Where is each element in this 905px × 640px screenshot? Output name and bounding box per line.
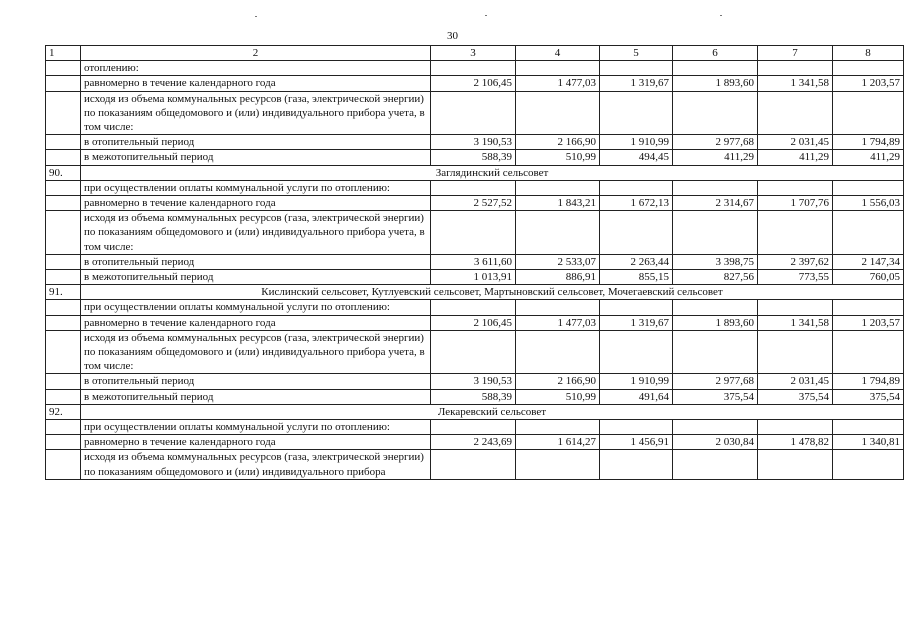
description-cell: при осуществлении оплаты коммунальной услуги по отоплению: (81, 300, 431, 315)
table-row (46, 150, 904, 165)
value-cell: 588,39 (431, 389, 516, 404)
value-cell (516, 211, 600, 255)
table-row (46, 330, 904, 374)
value-cell: 760,05 (833, 270, 904, 285)
table-row (46, 389, 904, 404)
value-cell: 1 477,03 (516, 76, 600, 91)
value-cell: 375,54 (673, 389, 758, 404)
description-cell: в отопительный период (81, 374, 431, 389)
value-cell (600, 450, 673, 479)
value-cell (600, 61, 673, 76)
scan-speck (485, 15, 487, 16)
section-title: Лекаревский сельсовет (81, 404, 904, 419)
value-cell (758, 180, 833, 195)
value-cell: 1 893,60 (673, 315, 758, 330)
section-header-row (46, 404, 904, 419)
header-cell: 6 (673, 46, 758, 61)
value-cell: 588,39 (431, 150, 516, 165)
value-cell: 855,15 (600, 270, 673, 285)
value-cell: 1 556,03 (833, 196, 904, 211)
value-cell: 1 478,82 (758, 435, 833, 450)
value-cell: 827,56 (673, 270, 758, 285)
value-cell: 2 243,69 (431, 435, 516, 450)
value-cell: 2 166,90 (516, 135, 600, 150)
header-cell: 2 (81, 46, 431, 61)
value-cell: 1 203,57 (833, 76, 904, 91)
index-cell (46, 300, 81, 315)
value-cell: 886,91 (516, 270, 600, 285)
value-cell (600, 180, 673, 195)
value-cell: 2 527,52 (431, 196, 516, 211)
description-cell: отоплению: (81, 61, 431, 76)
table-row (46, 254, 904, 269)
header-cell: 4 (516, 46, 600, 61)
table-row (46, 374, 904, 389)
value-cell: 491,64 (600, 389, 673, 404)
value-cell: 3 611,60 (431, 254, 516, 269)
value-cell (600, 420, 673, 435)
description-cell: в отопительный период (81, 254, 431, 269)
value-cell (758, 330, 833, 374)
value-cell (516, 450, 600, 479)
value-cell: 3 190,53 (431, 374, 516, 389)
table-row (46, 135, 904, 150)
value-cell: 411,29 (673, 150, 758, 165)
value-cell (516, 180, 600, 195)
value-cell (600, 211, 673, 255)
value-cell (431, 61, 516, 76)
index-cell (46, 61, 81, 76)
value-cell (758, 450, 833, 479)
index-cell (46, 196, 81, 211)
description-cell: исходя из объема коммунальных ресурсов (газа, электрической энергии) по показаниям общедомового и (или) индивидуального прибора учета, в том числе: (81, 91, 431, 135)
value-cell: 1 340,81 (833, 435, 904, 450)
value-cell: 1 013,91 (431, 270, 516, 285)
value-cell: 510,99 (516, 150, 600, 165)
value-cell: 1 319,67 (600, 76, 673, 91)
description-cell: равномерно в течение календарного года (81, 435, 431, 450)
value-cell (600, 91, 673, 135)
value-cell (673, 180, 758, 195)
page-number: 30 (447, 30, 458, 42)
value-cell (758, 91, 833, 135)
section-index: 92. (46, 404, 81, 419)
section-title: Заглядинский сельсовет (81, 165, 904, 180)
value-cell (758, 211, 833, 255)
value-cell (833, 91, 904, 135)
index-cell (46, 150, 81, 165)
value-cell (431, 180, 516, 195)
section-index: 91. (46, 285, 81, 300)
description-cell: исходя из объема коммунальных ресурсов (газа, электрической энергии) по показаниям общедомового и (или) индивидуального прибора учета, в том числе: (81, 211, 431, 255)
value-cell: 2 106,45 (431, 315, 516, 330)
value-cell: 3 398,75 (673, 254, 758, 269)
description-cell: в межотопительный период (81, 270, 431, 285)
header-cell: 8 (833, 46, 904, 61)
header-cell: 5 (600, 46, 673, 61)
value-cell: 2 030,84 (673, 435, 758, 450)
value-cell (516, 300, 600, 315)
table-row (46, 315, 904, 330)
table-row (46, 435, 904, 450)
value-cell (516, 330, 600, 374)
value-cell: 411,29 (833, 150, 904, 165)
index-cell (46, 270, 81, 285)
value-cell (516, 61, 600, 76)
value-cell (431, 91, 516, 135)
index-cell (46, 211, 81, 255)
value-cell (758, 300, 833, 315)
tariff-table (45, 45, 904, 480)
value-cell: 2 533,07 (516, 254, 600, 269)
description-cell: исходя из объема коммунальных ресурсов (газа, электрической энергии) по показаниям общедомового и (или) индивидуального прибора учета, в том числе: (81, 330, 431, 374)
value-cell (833, 61, 904, 76)
section-header-row (46, 285, 904, 300)
index-cell (46, 450, 81, 479)
index-cell (46, 254, 81, 269)
value-cell (833, 330, 904, 374)
value-cell: 1 477,03 (516, 315, 600, 330)
value-cell: 1 341,58 (758, 315, 833, 330)
value-cell: 2 977,68 (673, 374, 758, 389)
table-row (46, 76, 904, 91)
value-cell: 1 456,91 (600, 435, 673, 450)
value-cell (516, 91, 600, 135)
value-cell: 1 843,21 (516, 196, 600, 211)
index-cell (46, 180, 81, 195)
table-row (46, 196, 904, 211)
table-row (46, 270, 904, 285)
description-cell: исходя из объема коммунальных ресурсов (газа, электрической энергии) по показаниям общедомового и (или) индивидуального прибора (81, 450, 431, 479)
index-cell (46, 435, 81, 450)
value-cell (431, 330, 516, 374)
description-cell: в межотопительный период (81, 389, 431, 404)
index-cell (46, 420, 81, 435)
header-cell: 3 (431, 46, 516, 61)
value-cell: 1 794,89 (833, 135, 904, 150)
index-cell (46, 389, 81, 404)
section-title: Кислинский сельсовет, Кутлуевский сельсовет, Мартыновский сельсовет, Мочегаевский сельсовет (81, 285, 904, 300)
value-cell: 2 106,45 (431, 76, 516, 91)
value-cell: 494,45 (600, 150, 673, 165)
description-cell: в отопительный период (81, 135, 431, 150)
value-cell (673, 330, 758, 374)
value-cell: 1 672,13 (600, 196, 673, 211)
value-cell (673, 91, 758, 135)
table-row (46, 61, 904, 76)
table-row (46, 211, 904, 255)
value-cell: 1 203,57 (833, 315, 904, 330)
table-row (46, 300, 904, 315)
table-row (46, 420, 904, 435)
index-cell (46, 135, 81, 150)
value-cell: 1 614,27 (516, 435, 600, 450)
value-cell (673, 300, 758, 315)
index-cell (46, 91, 81, 135)
value-cell (431, 211, 516, 255)
description-cell: равномерно в течение календарного года (81, 315, 431, 330)
value-cell: 1 319,67 (600, 315, 673, 330)
index-cell (46, 330, 81, 374)
value-cell (758, 420, 833, 435)
value-cell (600, 330, 673, 374)
value-cell: 1 893,60 (673, 76, 758, 91)
index-cell (46, 315, 81, 330)
value-cell (833, 450, 904, 479)
table-row (46, 450, 904, 479)
value-cell (673, 450, 758, 479)
value-cell (833, 211, 904, 255)
value-cell (673, 61, 758, 76)
scan-speck (720, 15, 722, 16)
table-row (46, 180, 904, 195)
description-cell: в межотопительный период (81, 150, 431, 165)
description-cell: при осуществлении оплаты коммунальной услуги по отоплению: (81, 180, 431, 195)
index-cell (46, 374, 81, 389)
value-cell (600, 300, 673, 315)
value-cell (431, 450, 516, 479)
value-cell: 375,54 (758, 389, 833, 404)
value-cell (673, 211, 758, 255)
description-cell: равномерно в течение календарного года (81, 196, 431, 211)
value-cell: 1 910,99 (600, 374, 673, 389)
value-cell (758, 61, 833, 76)
value-cell (833, 180, 904, 195)
value-cell: 1 794,89 (833, 374, 904, 389)
value-cell (833, 300, 904, 315)
value-cell (431, 420, 516, 435)
value-cell: 3 190,53 (431, 135, 516, 150)
description-cell: при осуществлении оплаты коммунальной услуги по отоплению: (81, 420, 431, 435)
value-cell: 2 397,62 (758, 254, 833, 269)
value-cell: 510,99 (516, 389, 600, 404)
value-cell: 2 314,67 (673, 196, 758, 211)
value-cell (431, 300, 516, 315)
section-header-row (46, 165, 904, 180)
description-cell: равномерно в течение календарного года (81, 76, 431, 91)
value-cell: 2 147,34 (833, 254, 904, 269)
value-cell (516, 420, 600, 435)
value-cell: 2 977,68 (673, 135, 758, 150)
value-cell (673, 420, 758, 435)
value-cell: 375,54 (833, 389, 904, 404)
header-row (46, 46, 904, 61)
header-cell: 1 (46, 46, 81, 61)
section-index: 90. (46, 165, 81, 180)
value-cell: 2 166,90 (516, 374, 600, 389)
value-cell: 2 031,45 (758, 374, 833, 389)
value-cell: 1 341,58 (758, 76, 833, 91)
value-cell: 1 707,76 (758, 196, 833, 211)
value-cell: 2 031,45 (758, 135, 833, 150)
table-body (46, 46, 904, 480)
value-cell: 2 263,44 (600, 254, 673, 269)
header-cell: 7 (758, 46, 833, 61)
value-cell: 1 910,99 (600, 135, 673, 150)
scan-speck (255, 16, 257, 17)
index-cell (46, 76, 81, 91)
value-cell: 411,29 (758, 150, 833, 165)
table-row (46, 91, 904, 135)
value-cell (833, 420, 904, 435)
value-cell: 773,55 (758, 270, 833, 285)
